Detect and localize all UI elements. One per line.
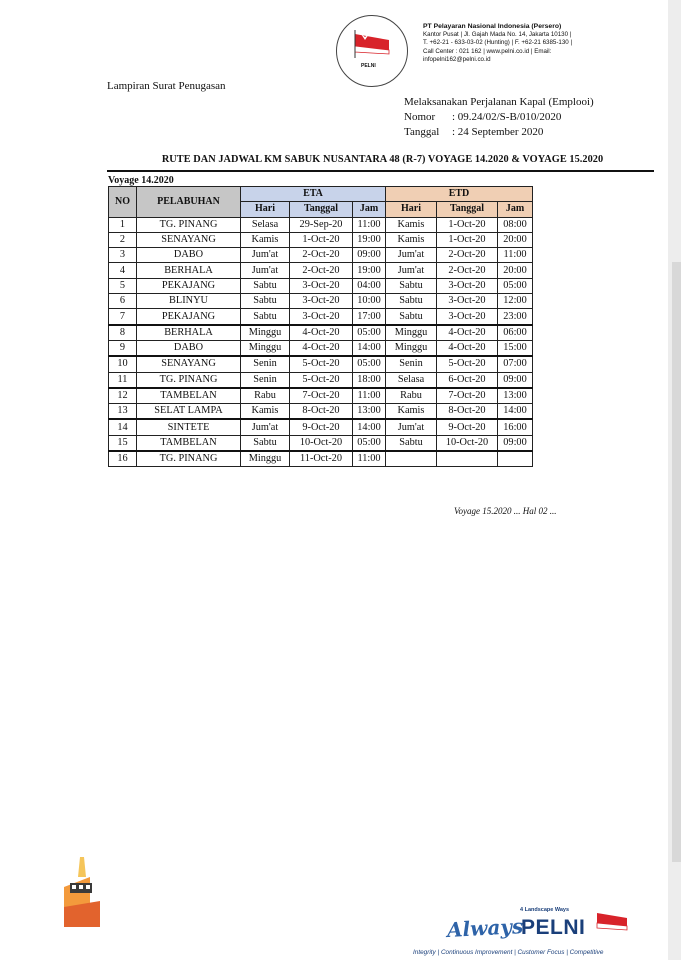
company-info xyxy=(423,23,613,64)
table-row xyxy=(109,340,533,356)
row-port: PEKAJANG xyxy=(137,309,241,325)
row-no: 15 xyxy=(109,435,137,451)
row-etd-hari: Rabu xyxy=(386,388,437,404)
row-etd-tanggal: 4-Oct-20 xyxy=(437,340,498,356)
landscape-ship-graphic xyxy=(60,857,104,927)
row-no: 8 xyxy=(109,325,137,341)
row-eta-jam: 11:00 xyxy=(353,217,386,232)
row-port: PEKAJANG xyxy=(137,278,241,293)
row-etd-hari: Sabtu xyxy=(386,294,437,309)
table-row xyxy=(109,419,533,435)
row-etd-hari: Kamis xyxy=(386,217,437,232)
company-name: PT Pelayaran Nasional Indonesia (Persero) xyxy=(423,23,562,30)
row-eta-jam: 05:00 xyxy=(353,325,386,341)
row-etd-tanggal: 2-Oct-20 xyxy=(437,263,498,278)
header-eta: ETA xyxy=(241,187,386,202)
row-port: TG. PINANG xyxy=(137,451,241,467)
row-port: BERHALA xyxy=(137,325,241,341)
row-etd-hari: Minggu xyxy=(386,325,437,341)
row-eta-jam: 09:00 xyxy=(353,248,386,263)
row-no: 5 xyxy=(109,278,137,293)
row-eta-hari: Jum'at xyxy=(241,248,290,263)
row-no: 12 xyxy=(109,388,137,404)
row-eta-hari: Sabtu xyxy=(241,294,290,309)
row-etd-tanggal: 6-Oct-20 xyxy=(437,372,498,388)
row-no: 16 xyxy=(109,451,137,467)
row-etd-jam xyxy=(498,451,533,467)
row-no: 13 xyxy=(109,404,137,420)
row-eta-tanggal: 4-Oct-20 xyxy=(290,340,353,356)
row-no: 11 xyxy=(109,372,137,388)
row-eta-jam: 14:00 xyxy=(353,340,386,356)
row-port: SELAT LAMPA xyxy=(137,404,241,420)
row-port: DABO xyxy=(137,340,241,356)
row-etd-tanggal: 2-Oct-20 xyxy=(437,248,498,263)
company-phone: T. +62-21 - 633-03-02 (Hunting) | F. +62-21 6385-130 | xyxy=(423,39,573,47)
row-no: 3 xyxy=(109,248,137,263)
row-eta-jam: 14:00 xyxy=(353,419,386,435)
row-etd-hari: Kamis xyxy=(386,232,437,247)
row-port: TG. PINANG xyxy=(137,217,241,232)
row-etd-hari: Sabtu xyxy=(386,278,437,293)
row-eta-tanggal: 10-Oct-20 xyxy=(290,435,353,451)
row-etd-tanggal: 3-Oct-20 xyxy=(437,278,498,293)
header-eta-tanggal: Tanggal xyxy=(290,202,353,217)
row-eta-hari: Sabtu xyxy=(241,309,290,325)
document-title: RUTE DAN JADWAL KM SABUK NUSANTARA 48 (R-7) VOYAGE 14.2020 & VOYAGE 15.2020 xyxy=(161,154,604,165)
row-eta-tanggal: 8-Oct-20 xyxy=(290,404,353,420)
row-etd-jam: 09:00 xyxy=(498,435,533,451)
header-etd-hari: Hari xyxy=(386,202,437,217)
row-port: SENAYANG xyxy=(137,232,241,247)
row-eta-jam: 13:00 xyxy=(353,404,386,420)
row-eta-tanggal: 5-Oct-20 xyxy=(290,356,353,372)
row-etd-jam: 07:00 xyxy=(498,356,533,372)
row-eta-hari: Kamis xyxy=(241,404,290,420)
row-etd-jam: 09:00 xyxy=(498,372,533,388)
schedule-table xyxy=(108,186,533,467)
header-etd: ETD xyxy=(386,187,533,202)
row-etd-tanggal: 9-Oct-20 xyxy=(437,419,498,435)
row-etd-hari: Sabtu xyxy=(386,309,437,325)
row-eta-tanggal: 4-Oct-20 xyxy=(290,325,353,341)
page-footnote: Voyage 15.2020 ... Hal 02 ... xyxy=(454,506,557,516)
row-port: BERHALA xyxy=(137,263,241,278)
row-etd-hari: Selasa xyxy=(386,372,437,388)
row-no: 14 xyxy=(109,419,137,435)
always-wordmark: Always xyxy=(446,914,524,942)
pelni-flag-icon xyxy=(595,911,629,933)
nomor-value: : 09.24/02/S-B/010/2020 xyxy=(452,111,562,123)
row-eta-tanggal: 3-Oct-20 xyxy=(290,309,353,325)
row-etd-tanggal: 1-Oct-20 xyxy=(437,217,498,232)
row-etd-jam: 08:00 xyxy=(498,217,533,232)
table-row xyxy=(109,217,533,232)
table-row xyxy=(109,278,533,293)
row-no: 9 xyxy=(109,340,137,356)
row-etd-hari xyxy=(386,451,437,467)
row-etd-jam: 11:00 xyxy=(498,248,533,263)
row-no: 1 xyxy=(109,217,137,232)
company-email: infopelni162@pelni.co.id xyxy=(423,55,491,63)
row-eta-tanggal: 1-Oct-20 xyxy=(290,232,353,247)
ship-flag-icon xyxy=(349,28,395,62)
row-no: 2 xyxy=(109,232,137,247)
row-eta-jam: 19:00 xyxy=(353,232,386,247)
row-eta-tanggal: 11-Oct-20 xyxy=(290,451,353,467)
header-eta-jam: Jam xyxy=(353,202,386,217)
row-eta-hari: Kamis xyxy=(241,232,290,247)
row-etd-tanggal: 10-Oct-20 xyxy=(437,435,498,451)
nomor-label: Nomor xyxy=(404,111,436,123)
table-row xyxy=(109,404,533,420)
table-row xyxy=(109,263,533,278)
header-eta-hari: Hari xyxy=(241,202,290,217)
row-eta-hari: Sabtu xyxy=(241,435,290,451)
row-etd-tanggal: 5-Oct-20 xyxy=(437,356,498,372)
attachment-label: Lampiran Surat Penugasan xyxy=(107,80,226,92)
row-etd-jam: 12:00 xyxy=(498,294,533,309)
row-etd-tanggal: 1-Oct-20 xyxy=(437,232,498,247)
company-call-center: Call Center : 021 162 | www.pelni.co.id | Email: xyxy=(423,47,552,55)
table-row xyxy=(109,372,533,388)
header-pelabuhan: PELABUHAN xyxy=(137,187,241,218)
row-etd-jam: 14:00 xyxy=(498,404,533,420)
row-eta-hari: Senin xyxy=(241,356,290,372)
row-eta-hari: Minggu xyxy=(241,340,290,356)
row-eta-jam: 11:00 xyxy=(353,451,386,467)
row-port: TAMBELAN xyxy=(137,435,241,451)
landscape-ways-label: 4 Landscape Ways xyxy=(520,907,570,913)
row-eta-tanggal: 3-Oct-20 xyxy=(290,294,353,309)
row-eta-hari: Selasa xyxy=(241,217,290,232)
row-eta-hari: Minggu xyxy=(241,451,290,467)
table-row xyxy=(109,388,533,404)
row-eta-jam: 10:00 xyxy=(353,294,386,309)
table-row xyxy=(109,451,533,467)
row-port: TG. PINANG xyxy=(137,372,241,388)
row-eta-hari: Rabu xyxy=(241,388,290,404)
table-row xyxy=(109,435,533,451)
reference-block xyxy=(404,95,594,140)
row-port: BLINYU xyxy=(137,294,241,309)
row-etd-tanggal: 3-Oct-20 xyxy=(437,309,498,325)
row-etd-tanggal: 8-Oct-20 xyxy=(437,404,498,420)
table-row xyxy=(109,232,533,247)
row-eta-tanggal: 9-Oct-20 xyxy=(290,419,353,435)
row-port: SINTETE xyxy=(137,419,241,435)
table-row xyxy=(109,309,533,325)
reference-line1: Melaksanakan Perjalanan Kapal (Emplooi) xyxy=(404,96,594,108)
row-etd-tanggal: 7-Oct-20 xyxy=(437,388,498,404)
row-etd-hari: Senin xyxy=(386,356,437,372)
row-etd-jam: 20:00 xyxy=(498,263,533,278)
row-eta-hari: Sabtu xyxy=(241,278,290,293)
row-etd-hari: Jum'at xyxy=(386,248,437,263)
row-eta-jam: 19:00 xyxy=(353,263,386,278)
row-eta-tanggal: 7-Oct-20 xyxy=(290,388,353,404)
table-row xyxy=(109,356,533,372)
row-no: 4 xyxy=(109,263,137,278)
row-eta-jam: 18:00 xyxy=(353,372,386,388)
row-eta-jam: 11:00 xyxy=(353,388,386,404)
row-etd-tanggal: 3-Oct-20 xyxy=(437,294,498,309)
row-eta-tanggal: 2-Oct-20 xyxy=(290,248,353,263)
row-etd-jam: 15:00 xyxy=(498,340,533,356)
row-etd-jam: 16:00 xyxy=(498,419,533,435)
voyage-label: Voyage 14.2020 xyxy=(108,175,174,186)
header-etd-jam: Jam xyxy=(498,202,533,217)
tanggal-value: : 24 September 2020 xyxy=(452,126,544,138)
logo-label: PELNI xyxy=(361,63,376,69)
footer-tagline: Integrity | Continuous Improvement | Customer Focus | Competitive xyxy=(413,949,604,956)
row-etd-hari: Jum'at xyxy=(386,263,437,278)
row-etd-tanggal xyxy=(437,451,498,467)
row-eta-jam: 05:00 xyxy=(353,356,386,372)
pelni-wordmark: PELNI xyxy=(521,916,586,939)
row-no: 7 xyxy=(109,309,137,325)
header-no: NO xyxy=(109,187,137,218)
row-port: TAMBELAN xyxy=(137,388,241,404)
row-etd-hari: Minggu xyxy=(386,340,437,356)
row-eta-tanggal: 2-Oct-20 xyxy=(290,263,353,278)
row-eta-jam: 04:00 xyxy=(353,278,386,293)
scrollbar[interactable] xyxy=(672,262,681,862)
row-etd-hari: Kamis xyxy=(386,404,437,420)
company-address: Kantor Pusat | Jl. Gajah Mada No. 14, Jakarta 10130 | xyxy=(423,31,572,39)
row-eta-tanggal: 5-Oct-20 xyxy=(290,372,353,388)
row-eta-tanggal: 29-Sep-20 xyxy=(290,217,353,232)
row-etd-jam: 13:00 xyxy=(498,388,533,404)
header-etd-tanggal: Tanggal xyxy=(437,202,498,217)
row-etd-jam: 05:00 xyxy=(498,278,533,293)
title-divider xyxy=(107,170,654,172)
table-row xyxy=(109,248,533,263)
row-port: SENAYANG xyxy=(137,356,241,372)
row-etd-jam: 23:00 xyxy=(498,309,533,325)
table-row xyxy=(109,294,533,309)
row-etd-tanggal: 4-Oct-20 xyxy=(437,325,498,341)
row-port: DABO xyxy=(137,248,241,263)
row-etd-hari: Sabtu xyxy=(386,435,437,451)
row-eta-hari: Minggu xyxy=(241,325,290,341)
row-etd-jam: 20:00 xyxy=(498,232,533,247)
row-no: 6 xyxy=(109,294,137,309)
pelni-logo xyxy=(336,15,408,87)
row-eta-hari: Jum'at xyxy=(241,263,290,278)
row-eta-jam: 05:00 xyxy=(353,435,386,451)
tanggal-label: Tanggal xyxy=(404,126,440,138)
row-no: 10 xyxy=(109,356,137,372)
row-etd-jam: 06:00 xyxy=(498,325,533,341)
row-eta-tanggal: 3-Oct-20 xyxy=(290,278,353,293)
row-eta-jam: 17:00 xyxy=(353,309,386,325)
row-eta-hari: Jum'at xyxy=(241,419,290,435)
row-etd-hari: Jum'at xyxy=(386,419,437,435)
table-row xyxy=(109,325,533,341)
row-eta-hari: Senin xyxy=(241,372,290,388)
